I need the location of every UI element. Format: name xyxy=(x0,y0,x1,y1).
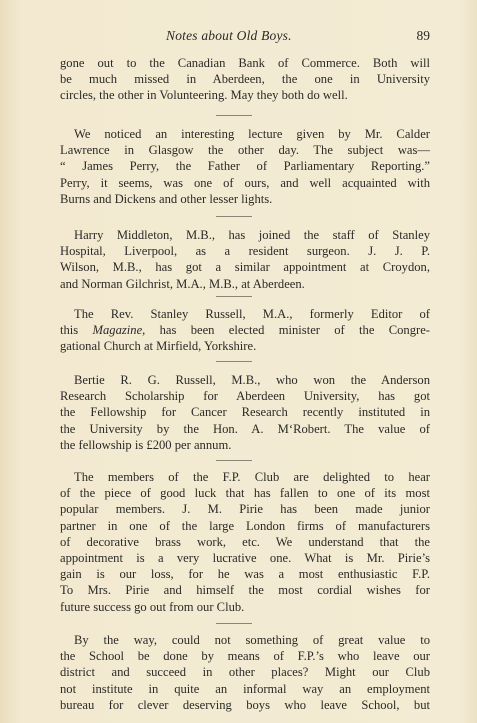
text-line: of the piece of good luck that has fallen to one of its most xyxy=(60,486,430,501)
section-divider xyxy=(216,216,252,217)
text-line: the School be done by means of F.P.’s who leave our xyxy=(60,649,430,664)
text-line xyxy=(60,322,430,338)
text-line: future success go out from our Club. xyxy=(60,599,245,614)
text-line: The Rev. Stanley Russell, M.A., formerly Editor of xyxy=(74,307,430,321)
text-line: partner in one of the large London firms of manufacturers xyxy=(60,518,430,533)
text-line: “ James Perry, the Father of Parliamentary Reporting.” xyxy=(60,159,430,174)
text-line: Research Scholarship for Aberdeen University, has got xyxy=(60,389,430,404)
paragraph-6 xyxy=(60,469,430,615)
text-line: Bertie R. G. Russell, M.B., who won the Anderson xyxy=(74,373,430,387)
text-line: the Fellowship for Cancer Research recently instituted in xyxy=(60,405,430,420)
paragraph-5 xyxy=(60,372,430,453)
text-line: Hospital, Liverpool, as a resident surgeon. J. J. P. xyxy=(60,244,430,259)
magazine-title: Magazine xyxy=(92,323,143,338)
section-divider xyxy=(216,460,252,461)
paragraph-2 xyxy=(60,126,430,207)
text-line: To Mrs. Pirie and himself the most cordial wishes for xyxy=(60,583,430,598)
text-line: the University by the Hon. A. M‘Robert. The value of xyxy=(60,421,430,436)
text-fragment: this xyxy=(60,323,93,338)
text-line: district and succeed in other places? Might our Club xyxy=(60,665,430,680)
text-line: We noticed an interesting lecture given by Mr. Calder xyxy=(74,127,430,141)
section-divider xyxy=(216,115,252,116)
page-number: 89 xyxy=(416,28,430,43)
text-line: and Norman Gilchrist, M.A., M.B., at Aberdeen. xyxy=(60,276,305,291)
page-header xyxy=(58,28,430,46)
text-line: By the way, could not something of great value to xyxy=(74,633,430,647)
text-line: gational Church at Mirfield, Yorkshire. xyxy=(60,339,257,354)
text-line: of decorative brass work, etc. We understand that the xyxy=(60,534,430,549)
text-line: the fellowship is £200 per annum. xyxy=(60,437,232,452)
section-divider xyxy=(216,296,252,297)
text-line: gain is our loss, for he was a most enthusiastic F.P. xyxy=(60,567,430,582)
text-line: Harry Middleton, M.B., has joined the staff of Stanley xyxy=(74,228,430,242)
text-line: The members of the F.P. Club are delighted to hear xyxy=(74,470,430,484)
text-line: not institute in quite an informal way an employment xyxy=(60,681,430,696)
paragraph-7 xyxy=(60,632,430,713)
text-line: gone out to the Canadian Bank of Commerce. Both will xyxy=(60,56,430,70)
section-divider xyxy=(216,623,252,624)
paragraph-1 xyxy=(60,55,430,104)
text-line: Burns and Dickens and other lesser lights. xyxy=(60,191,273,206)
text-line: popular members. J. M. Pirie has been made junior xyxy=(60,502,430,517)
section-divider xyxy=(216,361,252,362)
text-line: bureau for clever deserving boys who leave School, but xyxy=(60,697,430,712)
text-line: circles, the other in Volunteering. May they both do well. xyxy=(60,88,348,103)
text-line: Perry, it seems, was one of ours, and well acquainted with xyxy=(60,175,430,190)
paragraph-4 xyxy=(60,306,430,355)
text-fragment: , has been elected minister of the Congre- xyxy=(142,323,430,338)
running-head: Notes about Old Boys. xyxy=(166,28,292,43)
text-line: be much missed in Aberdeen, the one in University xyxy=(60,72,430,87)
text-line: appointment is a very lucrative one. What is Mr. Pirie’s xyxy=(60,551,430,566)
text-line: Lawrence in Glasgow the other day. The subject was— xyxy=(60,143,430,158)
text-line: Wilson, M.B., has got a similar appointment at Croydon, xyxy=(60,260,430,275)
paragraph-3 xyxy=(60,227,430,292)
